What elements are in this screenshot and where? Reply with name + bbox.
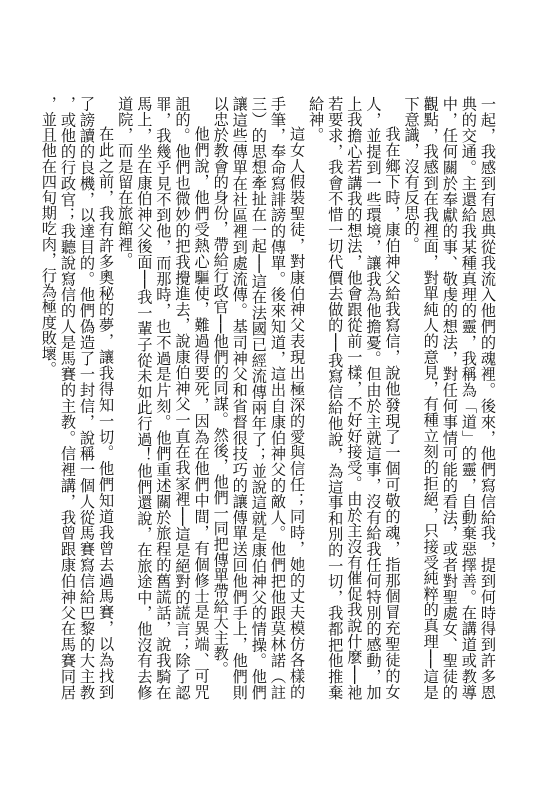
paragraph-2: 我在鄉下時，康伯神父給我寫信，說他發現了一個可敬的魂，指那個冒充聖徒的女人，並提到一些環境，讓我為他擔憂。但由於主就這事，沒有給我任何特別的感動，加上我擔心若講我的想法，他會跟從前一樣，不好好接受。由於主沒有催促我說什麼──祂若要求，我會不惜一切代價去做的──我寫信給他說，為這事和別的一切，我都把他推棄給神。 — [307, 96, 402, 700]
paragraph-4: 他們說，他們受熱心驅使，難過得要死，因為在他們中間，有個修士是異端、可咒詛的。他們也微妙的把我攪進去，說康伯神父一直在我家裡──這是絕對的謊言；除了認罪，我幾乎見不到他，而那時，也不過是片刻。他們重述關於旅程的舊謊話，說我騎在馬上，坐在康伯神父後面──我一輩子從未如此行過！他們還說，在旅途中，他沒有去修道院，而是留在旅館裡。 — [116, 96, 211, 700]
vertical-text-body — [39, 96, 497, 700]
paragraph-3: 這女人假裝聖徒，對康伯神父表現出極深的愛與信任；同時，她的丈夫模仿各樣的手筆，奉命寫誹謗的傳單。後來知道，這出自康伯神父的敵人。他們把他跟莫林諾（註三）的思想牽扯在一起──這在法國已經流傳兩年了；並說這就是康伯神父的情操。他們讓這些傳單在社區裡到處流傳。基司神父和省督很技巧的讓傳單送回他們手上，他們則以忠於教會的身份，帶給行政官──他們的同謀。然後，他們一同把傳單帶給大主教。 — [211, 96, 307, 700]
paragraph-5: 在此之前，我有許多奧秘的夢，讓我得知一切。他們知道我曾去過馬賽，以為找到了謗讀的良機，以達目的。他們偽造了一封信，說稱一個人從馬賽寫信給巴黎的大主教，或他的行政官；我聽說寫信的人是馬賽的主教。信裡講，我曾跟康伯神父在馬賽同居，並且他在四旬期吃肉，行為極度敗壞。 — [39, 96, 116, 700]
paragraph-1: 一起，我感到有恩典從我流入他們的魂裡。後來，他們寫信給我，提到何時得到許多恩典的交通。主還給我某種真理的靈，我稱為「道」的靈，自動棄惡擇善。在講道或教導中，任何關於奉獻的事、敬虔的想法，對任何事情可能的看法，或者對聖處女、聖徒的觀點，我感到在我裡面，對單純人的意見，有種立刻的拒絕，只接受純粹的真理──這是下意識，沒有反思的。 — [402, 96, 497, 700]
